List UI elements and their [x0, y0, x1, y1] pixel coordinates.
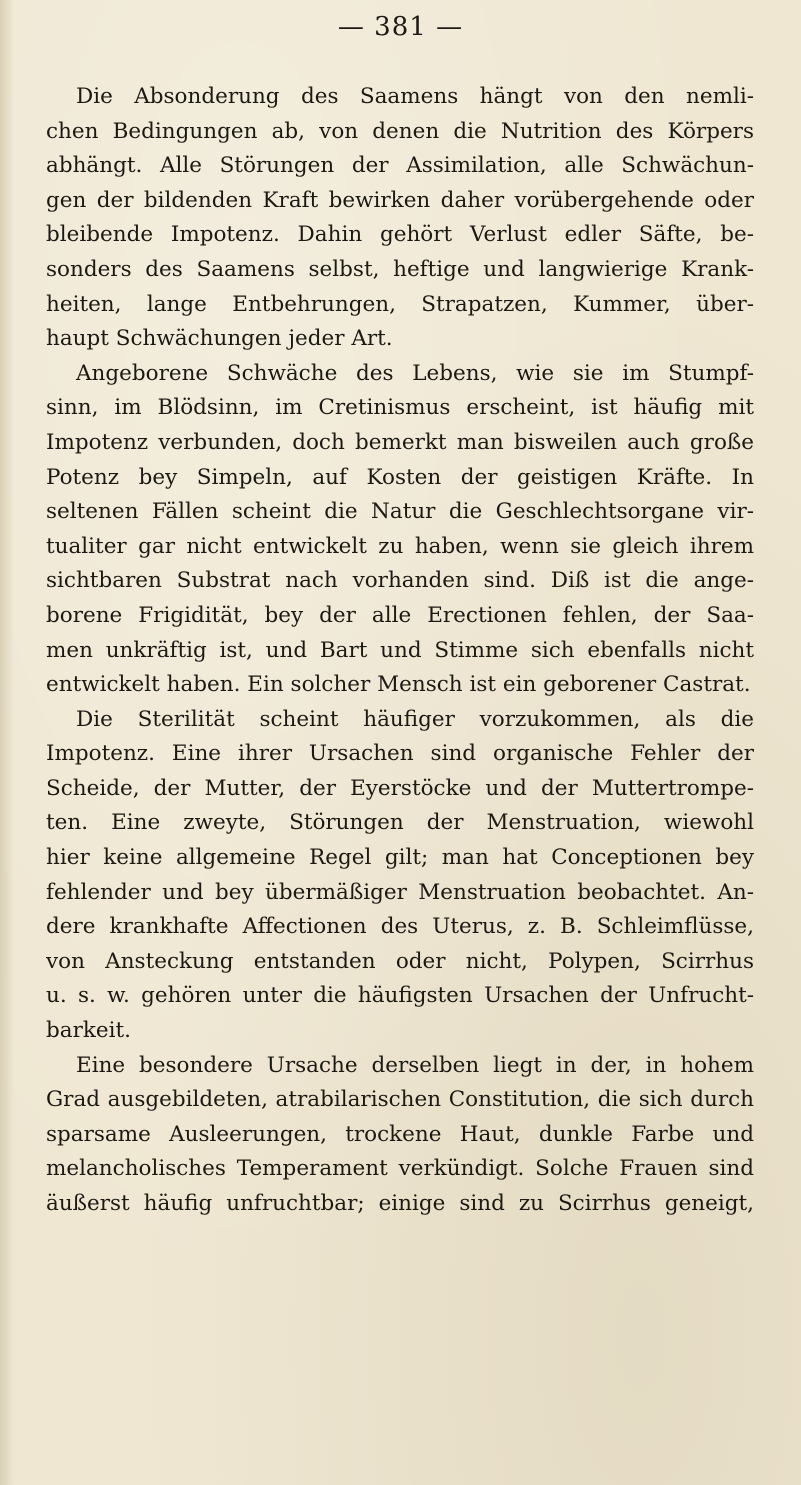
text-line: entwickelt haben. Ein solcher Mensch ist ein geborener Castrat.	[46, 672, 751, 698]
text-line: Angeborene Schwäche des Lebens, wie sie im Stumpf-	[76, 360, 754, 386]
text-line: sonders des Saamens selbst, heftige und langwierige Krank-	[46, 256, 754, 282]
text-line: abhängt. Alle Störungen der Assimilation, alle Schwächun-	[46, 153, 754, 179]
page-gutter-shadow	[0, 0, 14, 1485]
text-line: chen Bedingungen ab, von denen die Nutrition des Körpers	[46, 118, 754, 144]
text-line: borene Frigidität, bey der alle Erectionen fehlen, der Saa-	[46, 602, 754, 628]
text-line: sichtbaren Substrat nach vorhanden sind. Diß ist die ange-	[46, 568, 754, 594]
text-line: seltenen Fällen scheint die Natur die Geschlechtsorgane vir-	[46, 499, 754, 525]
text-line: sinn, im Blödsinn, im Cretinismus erscheint, ist häufig mit	[46, 395, 754, 421]
paragraph	[46, 703, 754, 1049]
text-line: u. s. w. gehören unter die häufigsten Ursachen der Unfrucht-	[46, 983, 754, 1009]
text-line: Die Absonderung des Saamens hängt von den nemli-	[76, 84, 754, 109]
text-line: tualiter gar nicht entwickelt zu haben, wenn sie gleich ihrem	[46, 533, 754, 559]
text-line: dere krankhafte Affectionen des Uterus, z. B. Schleimflüsse,	[46, 914, 754, 940]
text-line: gen der bildenden Kraft bewirken daher vorübergehende oder	[46, 187, 754, 213]
text-line: melancholisches Temperament verkündigt. Solche Frauen sind	[46, 1156, 754, 1182]
text-line: men unkräftig ist, und Bart und Stimme sich ebenfalls nicht	[46, 637, 754, 663]
text-line: Die Sterilität scheint häufiger vorzukommen, als die	[76, 706, 754, 732]
text-line: haupt Schwächungen jeder Art.	[46, 326, 393, 352]
text-line: Potenz bey Simpeln, auf Kosten der geistigen Kräfte. In	[46, 464, 754, 490]
text-line: Impotenz verbunden, doch bemerkt man bisweilen auch große	[46, 429, 754, 455]
paragraph	[46, 80, 754, 357]
text-line: Eine besondere Ursache derselben liegt in der, in hohem	[76, 1052, 754, 1078]
text-line: bleibende Impotenz. Dahin gehört Verlust edler Säfte, be-	[46, 222, 754, 248]
text-line: heiten, lange Entbehrungen, Strapatzen, Kummer, über-	[46, 291, 754, 317]
text-line: fehlender und bey übermäßiger Menstruation beobachtet. An-	[46, 879, 754, 905]
text-line: barkeit.	[46, 1018, 131, 1044]
paragraph	[46, 357, 754, 703]
text-line: hier keine allgemeine Regel gilt; man hat Conceptionen bey	[46, 845, 754, 871]
text-line: Grad ausgebildeten, atrabilarischen Constitution, die sich durch	[46, 1087, 754, 1113]
text-line: Impotenz. Eine ihrer Ursachen sind organische Fehler der	[46, 741, 754, 767]
page-number: — 381 —	[337, 12, 464, 42]
text-line: Scheide, der Mutter, der Eyerstöcke und der Muttertrompe-	[46, 775, 754, 801]
text-line: von Ansteckung entstanden oder nicht, Polypen, Scirrhus	[46, 948, 754, 974]
text-line: äußerst häufig unfruchtbar; einige sind zu Scirrhus geneigt,	[46, 1191, 754, 1216]
paragraph	[46, 1049, 754, 1222]
text-line: ten. Eine zweyte, Störungen der Menstruation, wiewohl	[46, 810, 754, 836]
body-text	[46, 80, 754, 1222]
text-line: sparsame Ausleerungen, trockene Haut, dunkle Farbe und	[46, 1121, 754, 1147]
